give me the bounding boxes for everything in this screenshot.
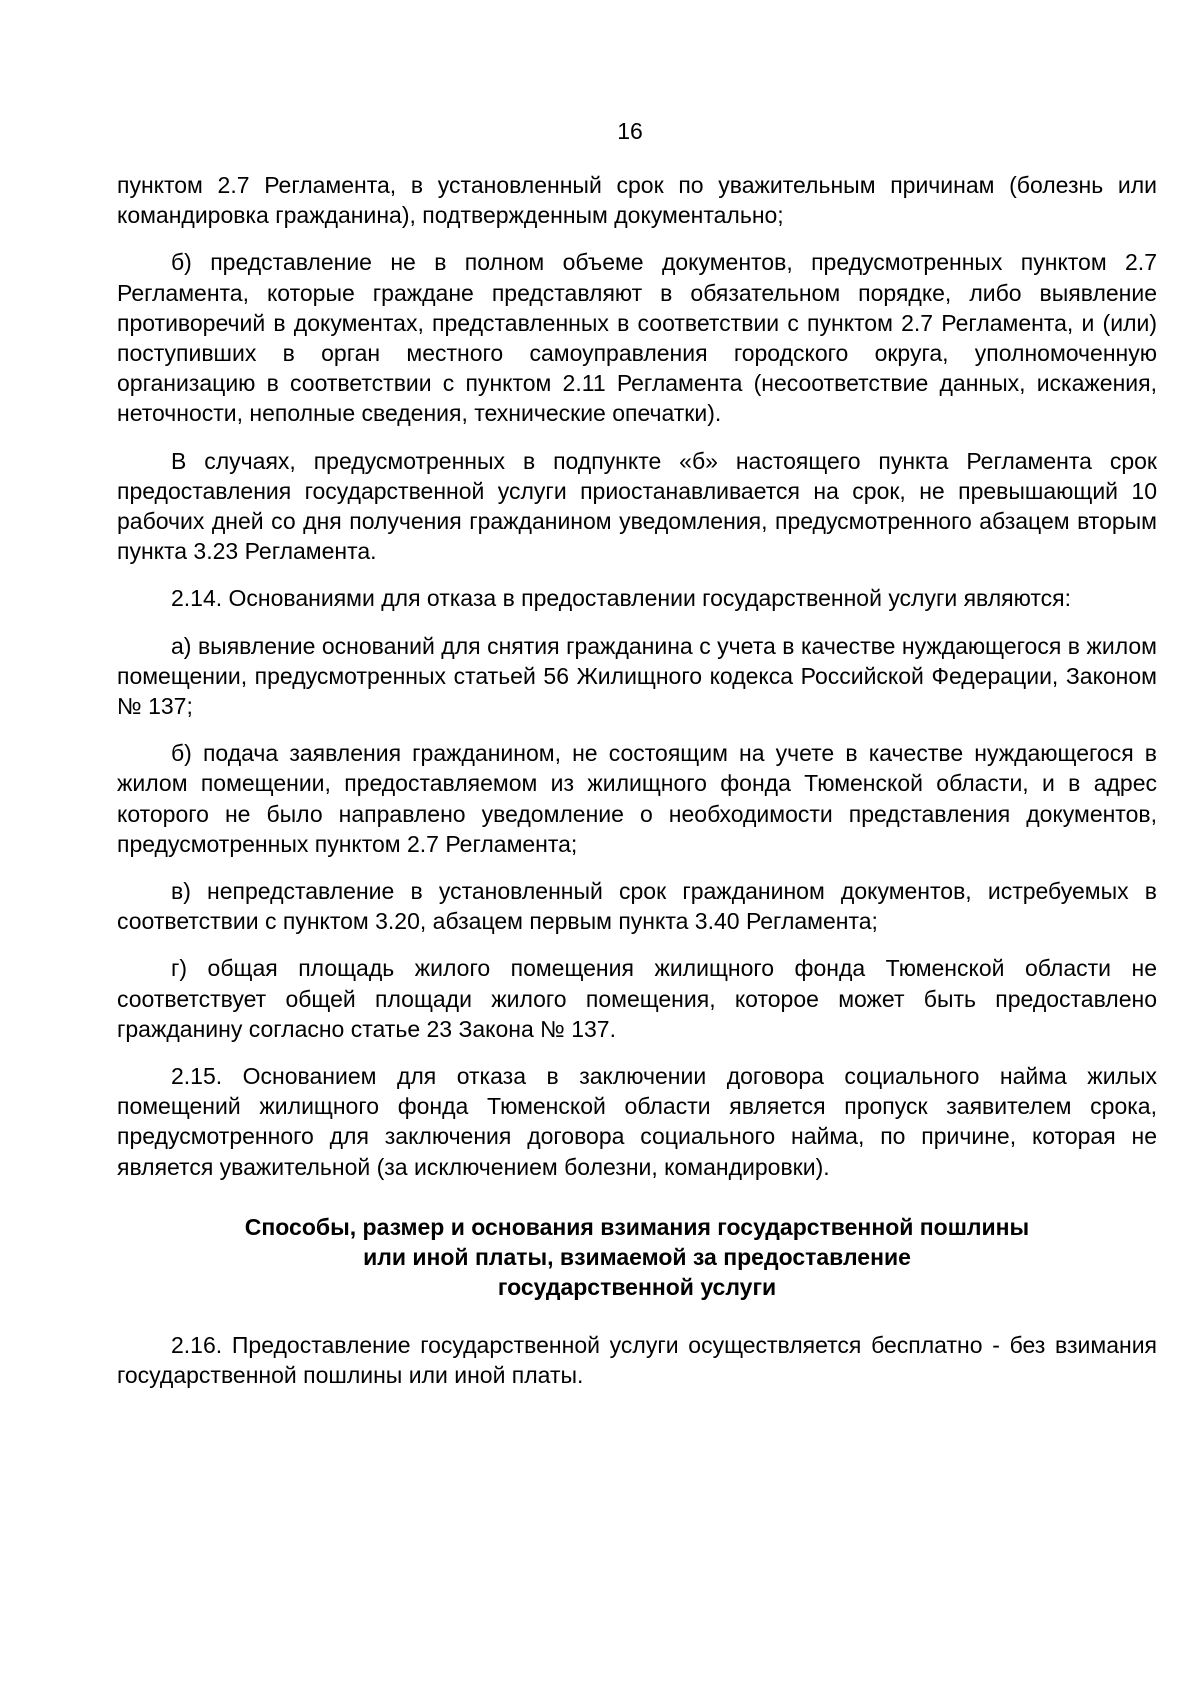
paragraph-2-14: 2.14. Основаниями для отказа в предоставлении государственной услуги являются:	[171, 585, 1071, 612]
paragraph-suspension-term: В случаях, предусмотренных в подпункте «б» настоящего пункта Регламента срок предоставления государственной услуги приостанавливается на срок, не превышающий 10 рабочих дней со дня получения гражданином уведомления, предусмотренного абзацем вторым пункта 3.23 Регламента.	[117, 447, 1157, 565]
paragraph-item-b-suspension: б) представление не в полном объеме документов, предусмотренных пунктом 2.7 Регламента, которые граждане представляют в обязательном порядке, либо выявление противоречий в документах, представленных в соответствии с пунктом 2.7 Регламента, и (или) поступивших в орган местного самоуправления городского округа, уполномоченную организацию в соответствии с пунктом 2.11 Регламента (несоответствие данных, искажения, неточности, неполные сведения, технические опечатки).	[117, 249, 1157, 427]
section-heading	[117, 1212, 1157, 1303]
paragraph-item-v-refusal: в) непредставление в установленный срок гражданином документов, истребуемых в соответствии с пунктом 3.20, абзацем первым пункта 3.40 Регламента;	[117, 878, 1157, 935]
section-heading-line-2: или иной платы, взимаемой за предоставление	[363, 1244, 911, 1271]
paragraph-item-a-refusal: а) выявление оснований для снятия гражданина с учета в качестве нуждающегося в жилом помещении, предусмотренных статьей 56 Жилищного кодекса Российской Федерации, Законом № 137;	[117, 632, 1157, 720]
section-heading-line-3: государственной услуги	[497, 1274, 777, 1301]
paragraph-item-g-refusal: г) общая площадь жилого помещения жилищного фонда Тюменской области не соответствует общей площади жилого помещения, которое может быть предоставлено гражданину согласно статье 23 Закона № 137.	[117, 955, 1157, 1042]
paragraph-2-15: 2.15. Основанием для отказа в заключении договора социального найма жилых помещений жилищного фонда Тюменской области является пропуск заявителем срока, предусмотренного для заключения договора социального найма, по причине, которая не является уважительной (за исключением болезни, командировки).	[117, 1063, 1157, 1180]
paragraph-continuation: пунктом 2.7 Регламента, в установленный срок по уважительным причинам (болезнь или командировка гражданина), подтвержденным документально;	[117, 172, 1157, 229]
paragraph-2-16: 2.16. Предоставление государственной услуги осуществляется бесплатно - без взимания государственной пошлины или иной платы.	[117, 1331, 1157, 1388]
document-body	[117, 170, 1157, 1407]
section-heading-line-1: Способы, размер и основания взимания государственной пошлины	[244, 1213, 1030, 1240]
page-number: 16	[617, 118, 643, 144]
paragraph-item-b-refusal: б) подача заявления гражданином, не состоящим на учете в качестве нуждающегося в жилом помещении, предоставляемом из жилищного фонда Тюменской области, и в адрес которого не было направлено уведомление о необходимости представления документов, предусмотренных пунктом 2.7 Регламента;	[117, 740, 1157, 857]
